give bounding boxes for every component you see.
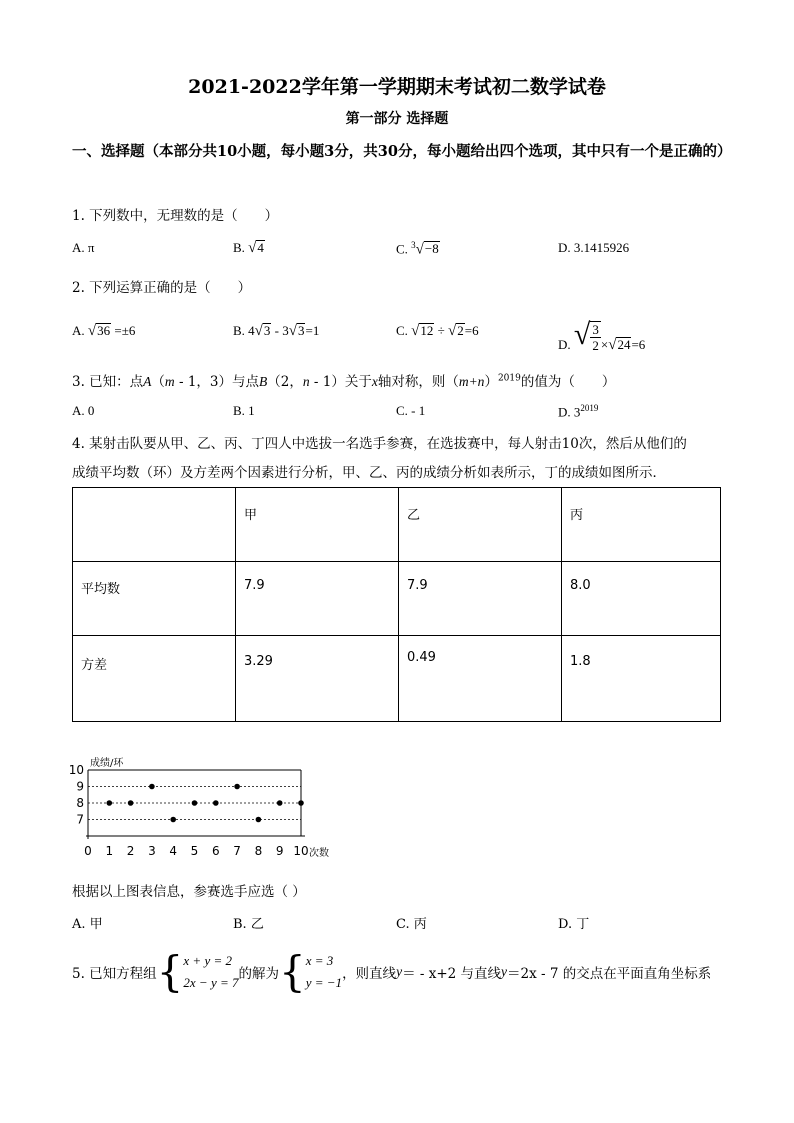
solution-1: x = 3 [305,953,334,968]
table-cell: 0.49 [399,636,562,722]
point-a: A [143,374,152,389]
data-point [234,784,240,790]
q4-option-c: C. 丙 [396,917,427,932]
var-y: y [501,964,508,979]
radicand: 12 [420,323,434,338]
left-brace: { [279,947,306,996]
q4-stem-line1: 4. 某射击队要从甲、乙、丙、丁四人中选拔一名选手参赛，在选拔赛中，每人射击10次，然后从他们的 [72,436,687,452]
exponent: 2019 [580,403,599,413]
var-x: x [371,374,378,389]
q4-question: 根据以上图表信息，参赛选手应选（ ） [72,884,306,900]
q5-stem [72,947,712,996]
numerator: 3 [592,322,599,338]
point-b: B [259,374,268,389]
x-tick-label: 8 [254,844,263,858]
q2-option-a [72,323,135,340]
q5-text: ，则直线 [342,966,397,982]
q2-d-label: D. [558,337,574,352]
x-tick-label: 2 [126,844,135,858]
q4-stem-line2: 成绩平均数（环）及方差两个因素进行分析，甲、乙、丙的成绩分析如表所示，丁的成绩如图所示． [72,465,666,481]
root-index: 3 [411,240,416,250]
y-tick-label: 8 [76,796,84,810]
q1-option-d: D. 3.1415926 [558,240,630,255]
score-chart [68,752,348,872]
x-tick-label: 10 [293,844,309,858]
x-tick-label: 6 [211,844,220,858]
data-point [256,817,262,823]
radicand: 3 [297,323,305,338]
q3-text: （2， [267,374,303,390]
q3-stem [72,370,615,390]
x-tick-label: 9 [275,844,284,858]
q1-option-c [396,240,440,258]
score-chart-svg [68,752,348,868]
q3-option-d [558,403,598,420]
q4-option-d: D. 丁 [558,917,590,932]
equation-2: 2x − y = 7 [183,975,239,990]
x-tick-label: 1 [105,844,114,858]
table-cell: 3.29 [236,636,399,722]
q1-option-a: A. π [72,240,95,255]
data-point [213,800,219,806]
sqrt-sign: √ [288,323,297,339]
var-n: n [302,374,310,389]
q3-text: 3. 已知：点 [72,374,144,390]
table-header-jia: 甲 [236,488,399,562]
table-header-row [73,488,721,562]
times-sign: × [600,337,609,352]
table-cell: 7.9 [399,562,562,636]
radicand: 3 [263,323,271,338]
sqrt-sign: √ [411,323,420,339]
equation-1: x + y = 2 [183,953,232,968]
q2-option-b [233,323,319,340]
q2-a-result: =±6 [111,323,136,338]
table-cell: 1.8 [562,636,721,722]
table-cell: 7.9 [236,562,399,636]
var-mn: m+n [458,374,485,389]
q2-b-label: B. 4 [233,323,255,338]
solution-system [306,950,342,994]
data-point [192,800,198,806]
radicand: 2 [457,323,464,338]
table-cell: 平均数 [73,562,236,636]
x-tick-label: 3 [148,844,156,858]
q5-text: 的解为 [238,966,279,982]
q3-text: - 1，3）与点 [174,374,259,390]
q2-b-result: =1 [305,323,320,338]
x-tick-label: 7 [233,844,241,858]
section-heading: 一、选择题（本部分共10小题，每小题3分，共30分，每小题给出四个选项，其中只有一个是正确的） [72,143,732,160]
y-tick-label: 10 [68,763,84,777]
q5-text: ＝2x - 7 的交点在平面直角坐标系 [507,966,712,982]
x-tick-label: 4 [169,844,178,858]
q1-c-label: C. [396,241,412,257]
q2-c-result: =6 [464,323,479,338]
table-header-yi: 乙 [399,488,562,562]
x-tick-label: 5 [190,844,199,858]
q3-option-c: C. - 1 [396,403,426,418]
y-axis-label: 成绩/环 [90,758,124,769]
var-m: m [164,374,175,389]
q1-stem: 1. 下列数中，无理数的是（ ） [72,208,279,224]
radicand: −8 [424,241,439,257]
q2-c-label: C. [396,323,412,338]
radicand: 24 [617,337,631,352]
sqrt-sign: √ [448,323,457,339]
equation-system [183,950,238,994]
data-point [128,800,134,806]
table-row [73,636,721,722]
q3-text: 的值为（ ） [520,374,616,390]
q5-text: ＝ - x+2 与直线 [402,966,502,982]
radicand: 4 [257,240,264,255]
q2-option-c [396,323,479,340]
q5-text: 5. 已知方程组 [72,966,157,982]
q1-b-label: B. [233,240,249,255]
x-axis-label: 次数 [309,848,329,859]
data-point [298,800,304,806]
sqrt-sign: √ [573,318,591,351]
q3-text: 轴对称，则（ [377,374,459,390]
sqrt-sign: √ [608,337,617,353]
data-point [107,800,113,806]
table-header-bing: 丙 [562,488,721,562]
solution-2: y = −1 [305,975,343,990]
q3-d-base: D. 3 [558,404,581,420]
q3-option-a: A. 0 [72,403,95,418]
sqrt-sign: √ [254,323,263,339]
x-tick-label: 0 [84,844,92,858]
page-title: 2021-2022学年第一学期期末考试初二数学试卷 [188,76,606,98]
q2-option-d [558,314,645,353]
q2-d-result: =6 [631,337,646,352]
var-y: y [396,964,403,979]
y-tick-label: 9 [76,779,84,794]
table-cell [73,488,236,562]
table-cell: 8.0 [562,562,721,636]
q4-option-a: A. 甲 [72,917,103,932]
q3-text: ） [484,374,498,390]
table-row [73,562,721,636]
score-table [72,487,721,722]
left-brace: { [156,947,184,996]
exponent: 2019 [497,373,521,384]
q2-b-mid: - 3 [271,323,289,338]
q3-option-b: B. 1 [233,403,255,418]
data-point [277,800,283,806]
sqrt-sign: √ [87,323,97,339]
q2-c-mid: ÷ [434,323,449,338]
q3-text: - 1）关于 [309,374,372,390]
radicand: 36 [97,323,111,338]
sqrt-sign: √ [415,241,424,258]
q2-a-label: A. [72,323,88,338]
part-subtitle: 第一部分 选择题 [345,111,449,127]
denominator: 2 [592,338,599,354]
sqrt-sign: √ [248,240,257,256]
q2-stem: 2. 下列运算正确的是（ ） [72,280,252,296]
q3-text: （ [151,374,165,390]
q4-option-b: B. 乙 [233,917,264,932]
data-point [149,784,155,790]
table-cell: 方差 [73,636,236,722]
y-tick-label: 7 [76,812,84,827]
data-point [170,817,176,823]
fraction [590,321,601,353]
q1-option-b [233,240,265,257]
